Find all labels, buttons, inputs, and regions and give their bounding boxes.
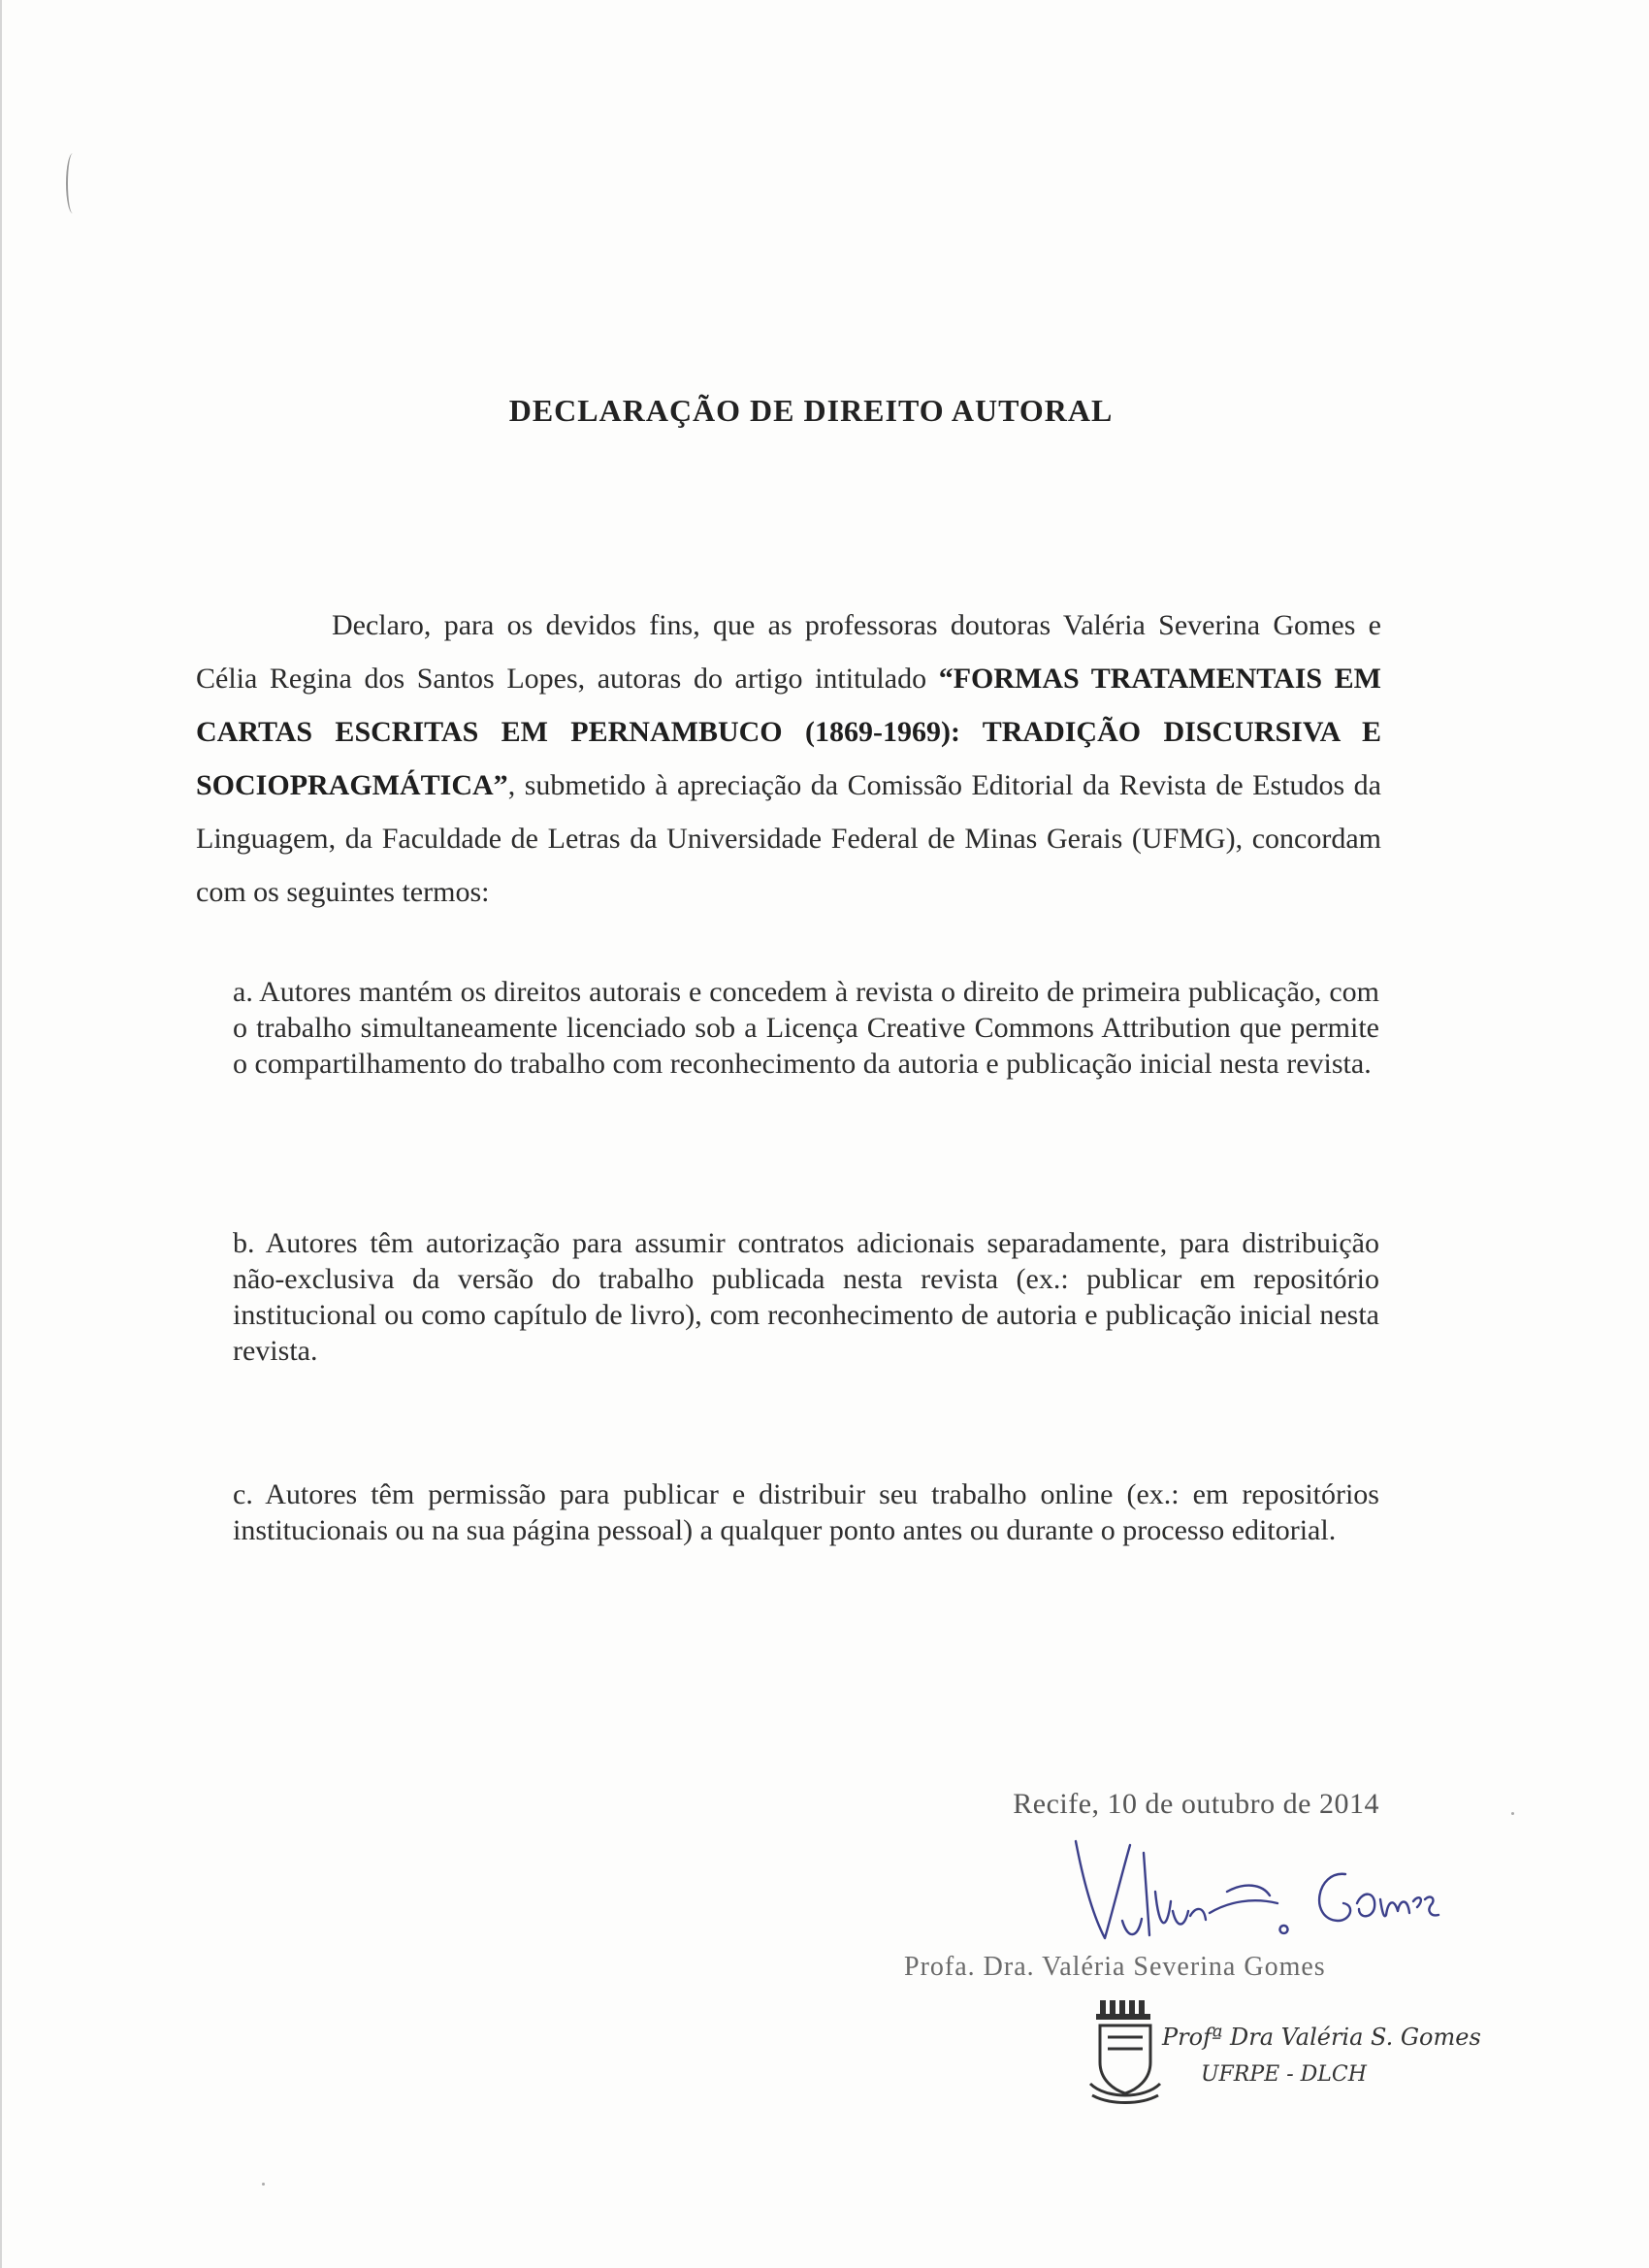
term-a <box>233 974 1379 1082</box>
stamp-name: Profª Dra Valéria S. Gomes <box>1162 2024 1481 2051</box>
scan-speck <box>262 2183 265 2186</box>
term-c <box>233 1476 1379 1548</box>
scan-artifact <box>66 153 80 213</box>
term-marker: c. <box>233 1478 253 1510</box>
declaration-lead: Declaro, para os devidos fins, que as professoras doutoras Valéria Severina Gomes e Célia Regina dos Santos Lopes, autoras do artigo intitulado <box>196 609 1381 695</box>
date-line: Recife, 10 de outubro de 2014 <box>1013 1788 1379 1820</box>
institution-stamp <box>1086 1998 1481 2105</box>
declaration-paragraph <box>196 599 1381 919</box>
handwritten-signature <box>1054 1824 1442 1979</box>
term-marker: a. <box>233 976 253 1008</box>
stamp-department: UFRPE - DLCH <box>1201 2062 1367 2087</box>
term-marker: b. <box>233 1227 255 1259</box>
signatory-name: Profa. Dra. Valéria Severina Gomes <box>904 1952 1326 1977</box>
term-b <box>233 1225 1379 1369</box>
term-text: Autores têm permissão para publicar e distribuir seu trabalho online (ex.: em repositórios institucionais ou na sua página pessoal) a qualquer ponto antes ou durante o processo editorial. <box>233 1478 1379 1546</box>
term-text: Autores têm autorização para assumir contratos adicionais separadamente, para distribuição não-exclusiva da versão do trabalho publicada nesta revista (ex.: publicar em repositório institucional ou como capítulo de livro), com reconhecimento de autoria e publicação inicial nesta revista. <box>233 1227 1379 1367</box>
scan-speck <box>1511 1812 1514 1815</box>
article-title: “FORMAS TRATAMENTAIS EM CARTAS ESCRITAS EM PERNAMBUCO (1869-1969): TRADIÇÃO DISCURSIVA E SOCIOPRAGMÁTICA” <box>196 663 1381 801</box>
declaration-tail: , submetido à apreciação da Comissão Editorial da Revista de Estudos da Linguagem, da Faculdade de Letras da Universidade Federal de Minas Gerais (UFMG), concordam com os seguintes termos: <box>196 769 1381 908</box>
document-title: DECLARAÇÃO DE DIREITO AUTORAL <box>508 393 1114 428</box>
term-text: Autores mantém os direitos autorais e concedem à revista o direito de primeira publicação, com o trabalho simultaneamente licenciado sob a Licença Creative Commons Attribution que permite o compartilhamento do trabalho com reconhecimento da autoria e publicação inicial nesta revista. <box>233 976 1379 1080</box>
ufrpe-emblem-icon <box>1086 1998 1164 2105</box>
